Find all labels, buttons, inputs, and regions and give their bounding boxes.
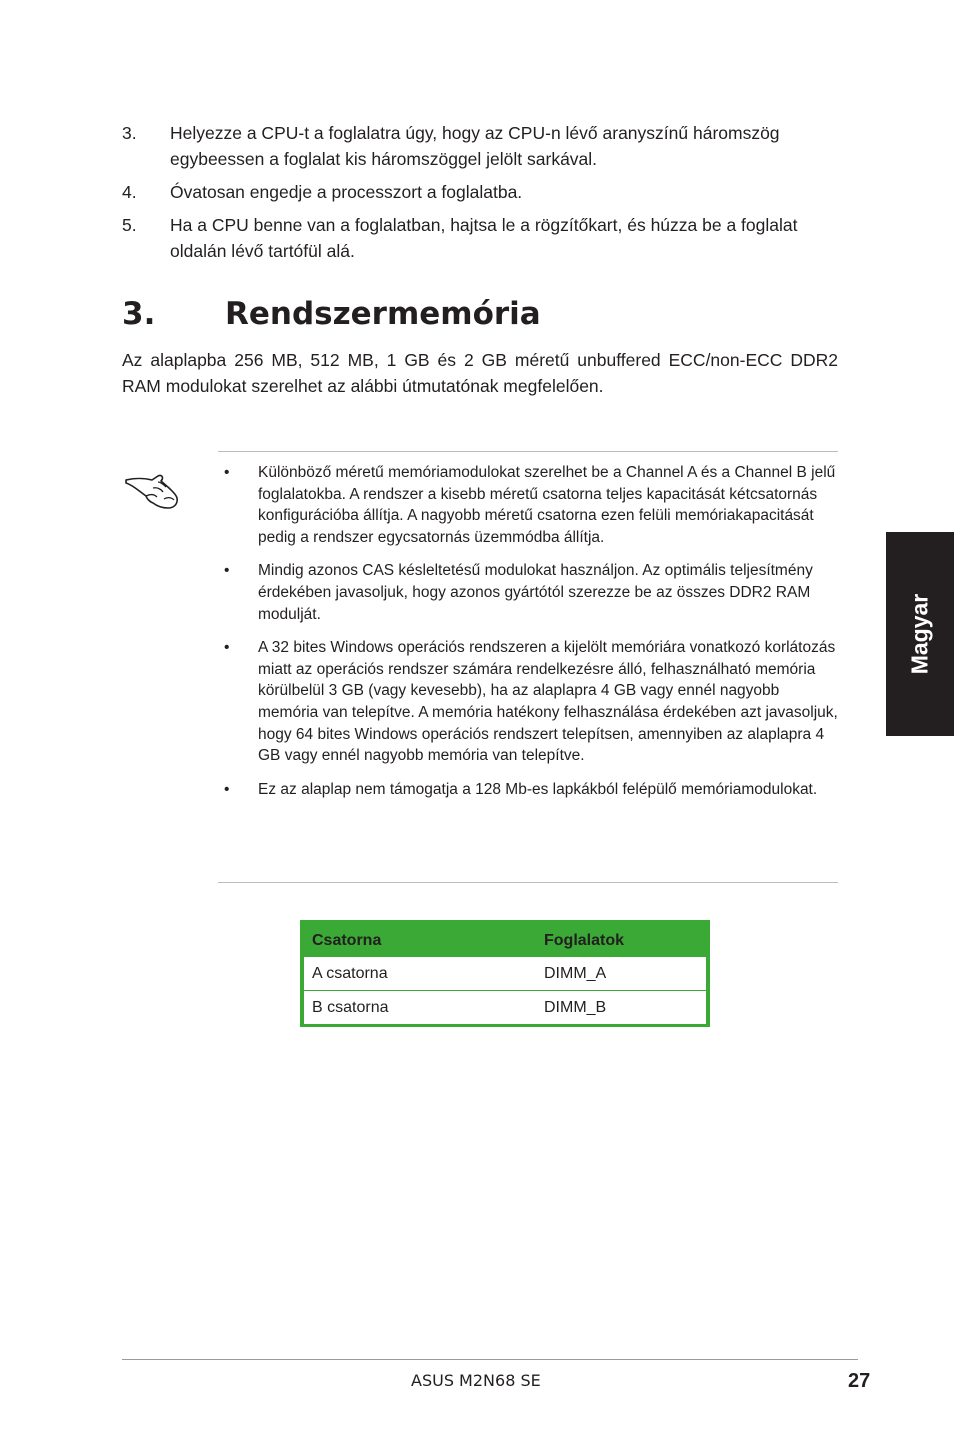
column-header: Csatorna [304, 924, 536, 957]
table-cell: B csatorna [304, 991, 536, 1025]
footer-divider [122, 1359, 858, 1360]
intro-paragraph: Az alaplapba 256 MB, 512 MB, 1 GB és 2 GB méretű unbuffered ECC/non-ECC DDR2 RAM modulokat szerelhet az alábbi útmutatónak megfelelően. [122, 350, 838, 396]
note-item [218, 462, 838, 548]
note-text: Különböző méretű memóriamodulokat szerelhet be a Channel A és a Channel B jelű foglalatokba. A rendszer a kisebb méretű csatorna teljes kapacitását kétcsatornás konfigurációba állítja. A nagyobb méretű csatorna ezen felüli memóriakapacitását pedig a rendszer egycsatornás üzemmódba állítja. [258, 464, 836, 546]
step-item [122, 179, 840, 205]
table-row [304, 957, 706, 991]
note-item [218, 560, 838, 625]
step-number: 4. [122, 182, 137, 202]
table-cell: DIMM_B [536, 991, 706, 1025]
language-label: Magyar [906, 593, 933, 675]
memory-channel-table [300, 920, 710, 1027]
footer-model: ASUS M2N68 SE [411, 1371, 541, 1390]
step-text: Helyezze a CPU-t a foglalatra úgy, hogy az CPU-n lévő aranyszínű háromszög egybeessen a foglalat kis háromszöggel jelölt sarkával. [170, 123, 780, 169]
table-row [304, 991, 706, 1025]
bullet: • [224, 780, 230, 798]
table-cell: DIMM_A [536, 957, 706, 991]
bullet: • [224, 639, 230, 657]
bullet: • [224, 562, 230, 580]
table-cell: A csatorna [304, 957, 536, 991]
step-number: 5. [122, 215, 137, 235]
page-number: 27 [848, 1370, 871, 1392]
notes-box [218, 451, 838, 883]
steps-list [122, 120, 840, 271]
step-number: 3. [122, 123, 137, 143]
step-item [122, 120, 840, 172]
language-side-tab [886, 532, 954, 736]
column-header: Foglalatok [536, 924, 706, 957]
table-header-row [304, 924, 706, 957]
step-text: Óvatosan engedje a processzort a foglalatba. [170, 182, 523, 202]
step-item [122, 212, 840, 264]
bullet: • [224, 464, 230, 481]
step-text: Ha a CPU benne van a foglalatban, hajtsa le a rögzítőkart, és húzza be a foglalat oldalán lévő tartófül alá. [170, 215, 798, 261]
note-item [218, 779, 838, 801]
channel-table [304, 924, 706, 1024]
notes-list [218, 462, 838, 812]
pointing-hand-icon [124, 466, 180, 514]
note-text: Mindig azonos CAS késleltetésű modulokat használjon. Az optimális teljesítmény érdekében javasoljuk, hogy azonos gyártótól szerezze be az összes DDR2 RAM modulját. [258, 562, 813, 623]
note-text: A 32 bites Windows operációs rendszeren a kijelölt memóriára vonatkozó korlátozás miatt az operációs rendszer számára rendelkezésre álló, felhasználható memória körülbelül 3 GB (vagy kevesebb), ha az alaplapra 4 GB vagy ennél nagyobb memória van telepítve. A memória hatékony felhasználása érdekében azt javasoljuk, hogy 64 bites Windows operációs rendszert telepítsen, amennyiben az alaplapra 4 GB vagy ennél nagyobb memória van telepítve. [258, 639, 838, 765]
note-item [218, 637, 838, 767]
section-title: Rendszermemória [225, 296, 541, 332]
section-number: 3. [122, 296, 156, 332]
note-text: Ez az alaplap nem támogatja a 128 Mb-es lapkákból felépülő memóriamodulokat. [258, 780, 818, 798]
